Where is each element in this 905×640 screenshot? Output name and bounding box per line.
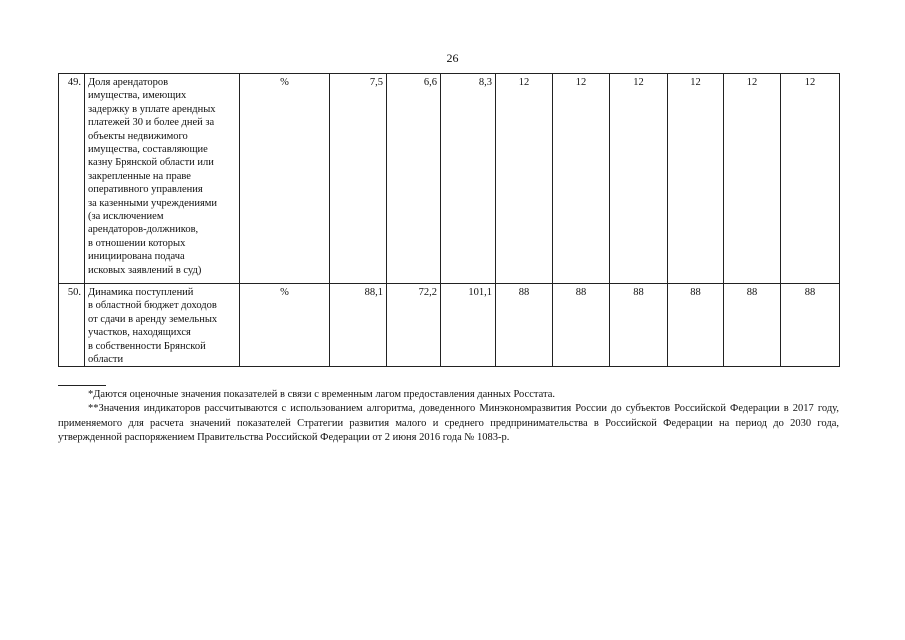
desc-line: закрепленные на праве <box>88 170 191 182</box>
value-cell: 12 <box>610 74 668 284</box>
desc-line: участков, находящихся <box>88 327 191 339</box>
footnotes <box>58 385 839 446</box>
desc-line: казну Брянской области или <box>88 157 214 169</box>
desc-line: задержку в уплате арендных <box>88 103 216 115</box>
value-cell: 6,6 <box>387 74 441 284</box>
desc-line: области <box>88 354 124 366</box>
desc-line: в собственности Брянской <box>88 340 206 352</box>
desc-line: платежей 30 и более дней за <box>88 117 215 129</box>
value-cell: 12 <box>781 74 840 284</box>
value-cell: 88 <box>496 284 553 367</box>
unit-cell: % <box>240 284 330 367</box>
value-cell: 7,5 <box>330 74 387 284</box>
indicator-description <box>85 74 240 284</box>
indicators-table <box>58 73 840 367</box>
desc-line: в отношении которых <box>88 237 186 249</box>
footnote-2: **Значения индикаторов рассчитываются с использованием алгоритма, доведенного Минэкономразвития России до субъектов Российской Федерации в 2017 году, применяемого для расчета значений показателей Стратегии развития малого и среднего предпринимательства в Российской Федерации на период до 2030 года, утвержденной распоряжением Правительства Российской Федерации от 2 июня 2016 года № 1083-р. <box>58 403 839 444</box>
desc-line: имущества, имеющих <box>88 90 187 102</box>
desc-line: от сдачи в аренду земельных <box>88 313 218 325</box>
row-number: 50. <box>59 284 85 367</box>
table-row <box>59 284 840 367</box>
value-cell: 88 <box>668 284 724 367</box>
desc-line: имущества, составляющие <box>88 144 208 156</box>
desc-line: исковых заявлений в суд) <box>88 264 202 276</box>
value-cell: 72,2 <box>387 284 441 367</box>
value-cell: 12 <box>553 74 610 284</box>
desc-line: инициирована подача <box>88 251 185 263</box>
value-cell: 12 <box>724 74 781 284</box>
value-cell: 88 <box>553 284 610 367</box>
desc-line: за казенными учреждениями <box>88 197 218 209</box>
desc-line: в областной бюджет доходов <box>88 300 217 312</box>
desc-line: объекты недвижимого <box>88 130 188 142</box>
value-cell: 101,1 <box>441 284 496 367</box>
value-cell: 8,3 <box>441 74 496 284</box>
value-cell: 88 <box>724 284 781 367</box>
desc-line: арендаторов-должников, <box>88 224 199 236</box>
page-number: 26 <box>446 51 459 65</box>
value-cell: 12 <box>496 74 553 284</box>
footnote-rule <box>58 385 106 386</box>
desc-line: Доля арендаторов <box>88 77 169 88</box>
unit-cell: % <box>240 74 330 284</box>
table-row <box>59 74 840 284</box>
desc-line: оперативного управления <box>88 184 203 196</box>
value-cell: 88,1 <box>330 284 387 367</box>
value-cell: 12 <box>668 74 724 284</box>
desc-line: Динамика поступлений <box>88 287 194 298</box>
value-cell: 88 <box>610 284 668 367</box>
row-number: 49. <box>59 74 85 284</box>
indicator-description <box>85 284 240 367</box>
footnote-1: *Даются оценочные значения показателей в связи с временным лагом предоставления данных Росстата. <box>88 389 555 400</box>
desc-line: (за исключением <box>88 211 164 223</box>
value-cell: 88 <box>781 284 840 367</box>
